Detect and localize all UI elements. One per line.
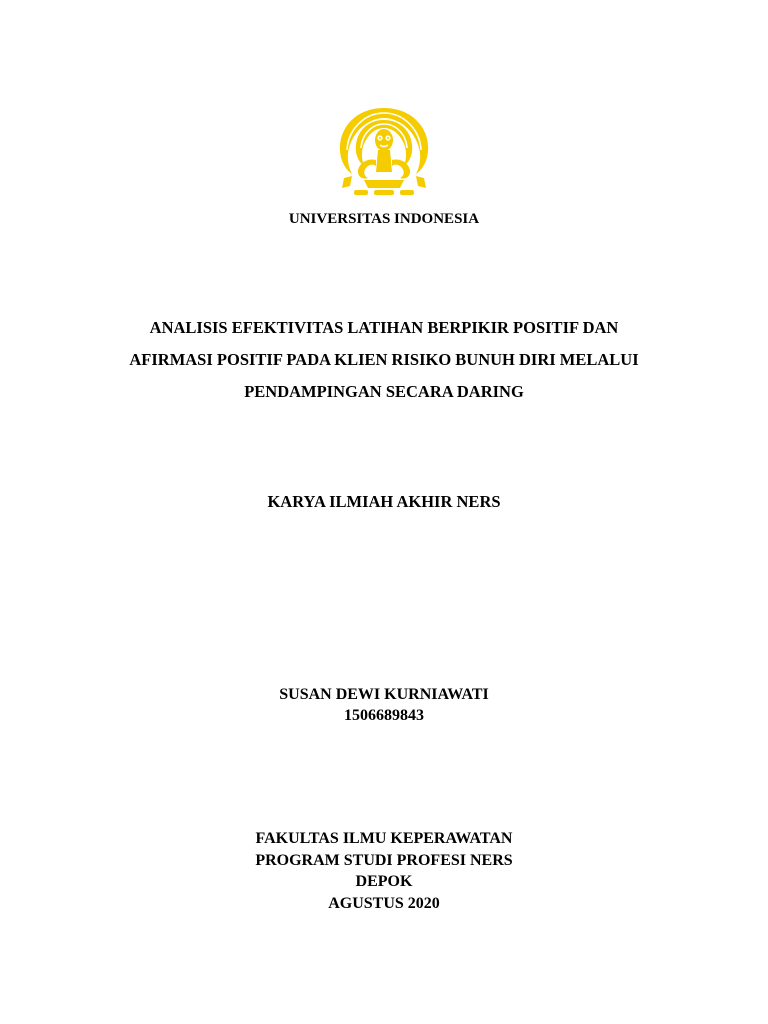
author-name: SUSAN DEWI KURNIAWATI: [279, 686, 489, 703]
thesis-title-line-2: AFIRMASI POSITIF PADA KLIEN RISIKO BUNUH DIRI MELALUI: [129, 350, 639, 369]
student-id: 1506689843: [344, 707, 424, 724]
submission-date: AGUSTUS 2020: [328, 895, 440, 912]
makara-logo-icon: [330, 100, 438, 200]
document-type: KARYA ILMIAH AKHIR NERS: [267, 492, 501, 511]
faculty-name: FAKULTAS ILMU KEPERAWATAN: [255, 830, 513, 847]
city: DEPOK: [355, 873, 413, 890]
university-name: UNIVERSITAS INDONESIA: [288, 211, 480, 227]
thesis-title-line-3: PENDAMPINGAN SECARA DARING: [244, 382, 524, 401]
thesis-title-line-1: ANALISIS EFEKTIVITAS LATIHAN BERPIKIR POSITIF DAN: [149, 318, 619, 337]
study-program: PROGRAM STUDI PROFESI NERS: [255, 852, 513, 869]
